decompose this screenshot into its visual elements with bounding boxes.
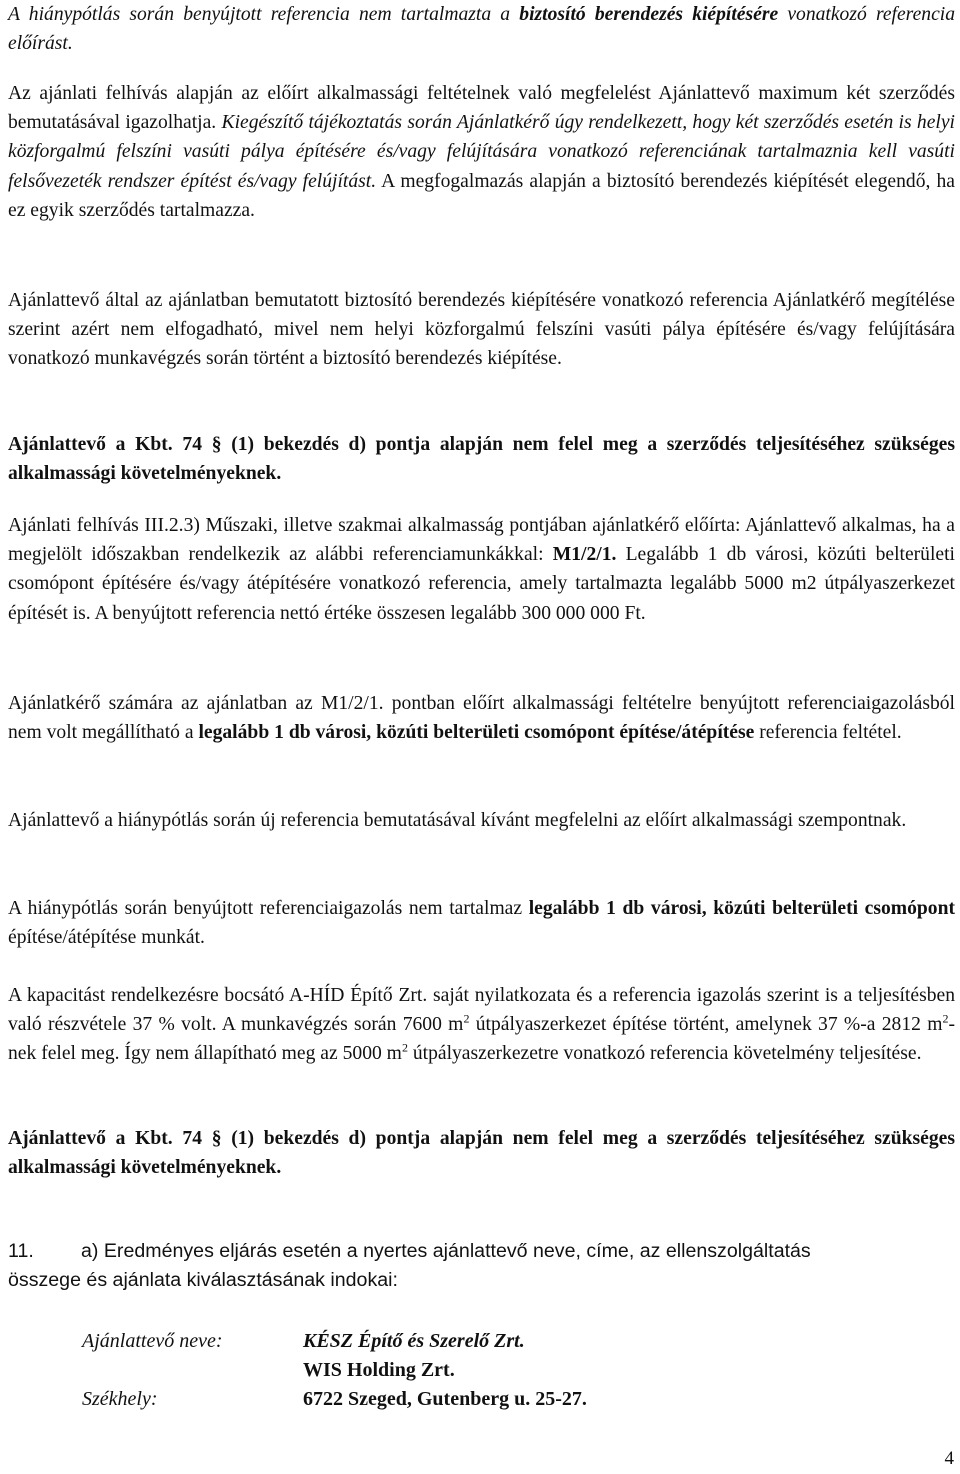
section-11-line-1: a) Eredményes eljárás esetén a nyertes ajánlattevő neve, címe, az ellenszolgáltatás xyxy=(81,1240,811,1262)
paragraph-9-text-a: A kapacitást rendelkezésre bocsátó A-HÍD Építő Zrt. saját nyilatkozata és a referencia igazolás szerint is a teljesítésben való részvétele 37 % volt. A munkavégzés során 7600 m xyxy=(8,985,955,1036)
paragraph-5-text-bold: M1/2/1. xyxy=(552,544,617,566)
paragraph-3-text: Ajánlattevő által az ajánlatban bemutatott biztosító berendezés kiépítésére vonatkozó referencia Ajánlatkérő megítélése szerint azért nem elfogadható, mivel nem helyi közforgalmú felszíni vasúti pálya építésére és/vagy felújítására vonatkozó munkavégzés során történt a biztosító berendezés kiépítése. xyxy=(8,290,955,370)
paragraph-1 xyxy=(8,0,955,58)
superscript-3: 2 xyxy=(401,1040,408,1055)
paragraph-6-text-bold: legalább 1 db városi, közúti belterületi csomópont építése/átépítése xyxy=(198,722,755,744)
paragraph-6 xyxy=(8,689,955,747)
superscript-2: 2 xyxy=(942,1011,949,1026)
winner-seat-value: 6722 Szeged, Gutenberg u. 25-27. xyxy=(303,1388,587,1410)
paragraph-8-text-a: A hiánypótlás során benyújtott referenciaigazolás nem tartalmaz xyxy=(8,898,529,919)
paragraph-8-text-c: építése/átépítése munkát. xyxy=(8,927,205,949)
paragraph-2-text-italic: Kiegészítő tájékoztatás során Ajánlatkérő úgy rendelkezett, hogy két szerződés esetén is helyi közforgalmú felszíni vasúti pálya építésére és/vagy felújítására vonatkozó referenciának tartalmaznia kell vasúti felsővezeték rendszer építést és/vagy felújítást. xyxy=(8,112,955,192)
paragraph-5-text-c: Legalább 1 db városi, közúti belterületi csomópont építésére és/vagy átépítésére vonatkozó referencia, amely tartalmazta legalább 5000 m2 útpályaszerkezet építését is. A benyújtott referencia nettó értéke összesen legalább 300 000 000 Ft. xyxy=(8,544,955,624)
paragraph-2-text-a: Az ajánlati felhívás alapján az előírt alkalmassági feltételnek való megfelelést Ajánlattevő maximum két szerződés bemutatásával igazolhatja. xyxy=(8,83,955,134)
paragraph-1-text-c: vonatkozó referencia előírást. xyxy=(8,4,956,55)
paragraph-5-text-a: Ajánlati felhívás III.2.3) Műszaki, illetve szakmai alkalmasság pontjában ajánlatkérő előírta: Ajánlattevő alkalmas, ha a megjelölt időszakban rendelkezik az alábbi referenciamunkákkal: xyxy=(8,515,955,566)
paragraph-6-text-c: referencia feltétel. xyxy=(754,722,902,744)
section-11-number: 11. xyxy=(8,1240,34,1262)
section-11-line-2: összege és ajánlata kiválasztásának indokai: xyxy=(8,1269,398,1291)
paragraph-2-text-c: A megfogalmazás alapján a biztosító berendezés kiépítését elegendő, ha ez egyik szerződés tartalmazza. xyxy=(8,170,955,221)
paragraph-1-text-a: A hiánypótlás során benyújtott referencia nem tartalmazta a xyxy=(8,4,520,25)
paragraph-10-conclusion xyxy=(8,1124,955,1182)
paragraph-9-text-c: -nek felel meg. Így nem állapítható meg az 5000 m xyxy=(8,1014,955,1065)
paragraph-9-text-d: útpályaszerkezetre vonatkozó referencia követelmény teljesítése. xyxy=(407,1043,922,1065)
paragraph-1-text-bold: biztosító berendezés kiépítésére xyxy=(519,4,779,25)
paragraph-8 xyxy=(8,894,955,952)
paragraph-6-text-a: Ajánlatkérő számára az ajánlatban az M1/2/1. pontban előírt alkalmassági feltételre benyújtott referenciaigazolásból nem volt megállítható a xyxy=(8,693,955,744)
paragraph-3 xyxy=(8,286,955,374)
page-number: 4 xyxy=(944,1448,954,1469)
winner-seat-label: Székhely: xyxy=(82,1388,158,1410)
paragraph-7-text: Ajánlattevő a hiánypótlás során új referencia bemutatásával kívánt megfelelni az előírt alkalmassági szempontnak. xyxy=(8,810,907,831)
winner-name-value-1: KÉSZ Építő és Szerelő Zrt. xyxy=(303,1330,525,1352)
paragraph-8-text-bold: legalább 1 db városi, közúti belterületi csomópont xyxy=(528,898,956,919)
paragraph-10-text: Ajánlattevő a Kbt. 74 § (1) bekezdés d) pontja alapján nem felel meg a szerződés teljesítéséhez szükséges alkalmassági követelményeknek. xyxy=(8,1128,955,1179)
paragraph-4-conclusion xyxy=(8,430,955,488)
paragraph-5 xyxy=(8,511,955,628)
paragraph-9 xyxy=(8,981,955,1069)
winner-name-label: Ajánlattevő neve: xyxy=(82,1330,223,1352)
paragraph-2 xyxy=(8,79,955,225)
winner-name-value-2: WIS Holding Zrt. xyxy=(303,1359,455,1381)
paragraph-4-text: Ajánlattevő a Kbt. 74 § (1) bekezdés d) pontja alapján nem felel meg a szerződés teljesítéséhez szükséges alkalmassági követelményeknek. xyxy=(8,434,955,485)
paragraph-7 xyxy=(8,806,955,835)
paragraph-9-text-b: útpályaszerkezet építése történt, amelynek 37 %-a 2812 m xyxy=(469,1014,943,1036)
superscript-1: 2 xyxy=(463,1011,470,1026)
